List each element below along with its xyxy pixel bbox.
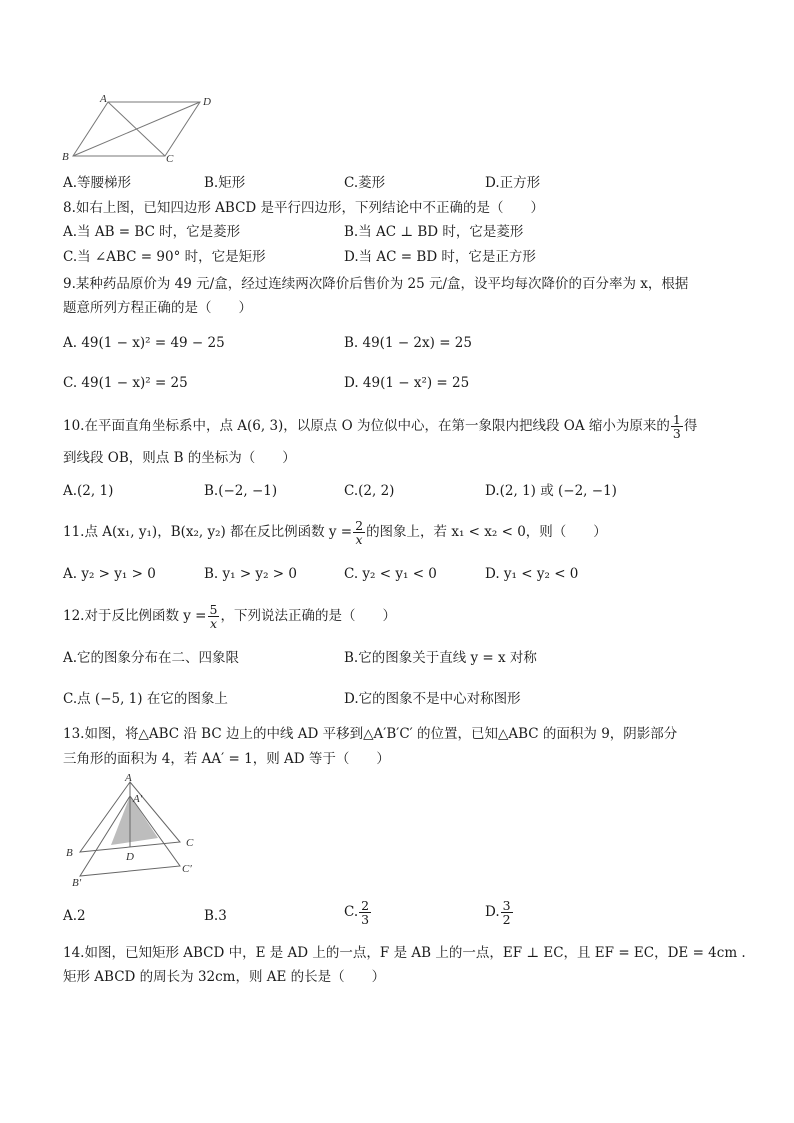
q7-option-d[interactable]: D.正方形 <box>485 175 541 191</box>
q10-frac-den: 3 <box>672 426 681 441</box>
q14-stem-line1: 14.如图，已知矩形 ABCD 中，E 是 AD 上的一点，F 是 AB 上的一点，EF ⊥ EC，且 EF = EC，DE = 4cm . <box>63 945 746 961</box>
q12-option-b[interactable]: B.它的图象关于直线 y = x 对称 <box>344 650 537 666</box>
q13-option-d[interactable] <box>485 898 514 926</box>
fig2-label-a: A <box>125 772 132 784</box>
fig2-label-b-prime: B′ <box>72 877 82 889</box>
label-b: B <box>62 151 69 163</box>
q10-stem-line1 <box>63 412 697 440</box>
q13-option-c-prefix: C. <box>344 904 359 920</box>
q10-frac-num: 1 <box>672 412 681 427</box>
q11-frac-den: x <box>355 532 363 547</box>
q12-stem-post: ，下列说法正确的是（ ） <box>220 608 396 624</box>
fig2-label-c-prime: C′ <box>182 863 192 875</box>
q7-option-a[interactable]: A.等腰梯形 <box>63 175 132 191</box>
q10-option-a[interactable]: A.(2, 1) <box>63 483 114 499</box>
q10-stem-tail: 得 <box>683 418 698 434</box>
q11-stem <box>63 518 607 546</box>
q11-frac-num: 2 <box>355 518 364 533</box>
q13-d-den: 2 <box>502 912 511 927</box>
q10-option-d[interactable]: D.(2, 1) 或 (−2, −1) <box>485 483 617 499</box>
label-a: A <box>100 93 107 105</box>
q11-option-a[interactable]: A. y₂ > y₁ > 0 <box>63 566 156 582</box>
q8-option-d[interactable]: D.当 AC = BD 时，它是正方形 <box>344 249 536 265</box>
q10-stem-text: 10.在平面直角坐标系中，点 A(6, 3)，以原点 O 为位似中心，在第一象限内把线段 OA 缩小为原来的 <box>63 418 670 434</box>
q10-option-c[interactable]: C.(2, 2) <box>344 483 395 499</box>
q13-option-d-prefix: D. <box>485 904 500 920</box>
fig2-label-c: C <box>186 837 194 849</box>
q11-stem-post: 的图象上，若 x₁ < x₂ < 0，则（ ） <box>366 524 607 540</box>
q11-stem-pre: 11.点 A(x₁, y₁)，B(x₂, y₂) 都在反比例函数 y = <box>63 524 353 540</box>
q7-option-c[interactable]: C.菱形 <box>344 175 386 191</box>
q11-fraction <box>353 519 365 546</box>
q12-frac-den: x <box>209 616 217 631</box>
q12-option-d[interactable]: D.它的图象不是中心对称图形 <box>344 691 521 707</box>
q13-option-c[interactable] <box>344 898 372 926</box>
triangle-translation-figure <box>60 772 220 890</box>
q13-stem-line1: 13.如图，将△ABC 沿 BC 边上的中线 AD 平移到△A′B′C′ 的位置，已知△ABC 的面积为 9，阴影部分 <box>63 726 678 742</box>
parallelogram-figure <box>60 90 230 170</box>
q9-option-b[interactable]: B. 49(1 − 2x) = 25 <box>344 335 472 351</box>
fig2-label-a-prime: A′ <box>133 793 143 805</box>
q8-option-b[interactable]: B.当 AC ⊥ BD 时，它是菱形 <box>344 224 524 240</box>
q9-option-a[interactable]: A. 49(1 − x)² = 49 − 25 <box>63 335 225 351</box>
q11-option-c[interactable]: C. y₂ < y₁ < 0 <box>344 566 437 582</box>
q13-option-b[interactable]: B.3 <box>204 908 227 924</box>
fig2-label-b: B <box>66 847 73 859</box>
q10-stem-line2: 到线段 OB，则点 B 的坐标为（ ） <box>63 450 296 466</box>
label-d: D <box>203 96 211 108</box>
q13-stem-line2: 三角形的面积为 4，若 AA′ = 1，则 AD 等于（ ） <box>63 751 390 767</box>
q12-option-c[interactable]: C.点 (−5, 1) 在它的图象上 <box>63 691 228 707</box>
q14-stem-line2: 矩形 ABCD 的周长为 32cm，则 AE 的长是（ ） <box>63 969 386 985</box>
q7-option-b[interactable]: B.矩形 <box>204 175 246 191</box>
q9-stem-line2: 题意所列方程正确的是（ ） <box>63 300 252 316</box>
q9-option-c[interactable]: C. 49(1 − x)² = 25 <box>63 375 188 391</box>
q13-c-num: 2 <box>361 898 370 913</box>
q11-option-d[interactable]: D. y₁ < y₂ < 0 <box>485 566 579 582</box>
q10-fraction <box>671 413 683 440</box>
q12-stem <box>63 602 396 630</box>
q12-stem-pre: 12.对于反比例函数 y = <box>63 608 207 624</box>
q12-fraction <box>208 603 220 630</box>
q9-option-d[interactable]: D. 49(1 − x²) = 25 <box>344 375 470 391</box>
q10-option-b[interactable]: B.(−2, −1) <box>204 483 278 499</box>
q8-option-c[interactable]: C.当 ∠ABC = 90° 时，它是矩形 <box>63 249 266 265</box>
q12-option-a[interactable]: A.它的图象分布在二、四象限 <box>63 650 240 666</box>
q13-option-a[interactable]: A.2 <box>63 908 86 924</box>
label-c: C <box>166 153 174 165</box>
fig2-label-d: D <box>126 851 134 863</box>
q9-stem-line1: 9.某种药品原价为 49 元/盒，经过连续两次降价后售价为 25 元/盒，设平均每次降价的百分率为 x，根据 <box>63 276 689 292</box>
q13-d-num: 3 <box>502 898 511 913</box>
q11-option-b[interactable]: B. y₁ > y₂ > 0 <box>204 566 297 582</box>
q13-option-d-fraction <box>501 899 513 926</box>
q12-frac-num: 5 <box>209 602 218 617</box>
q8-option-a[interactable]: A.当 AB = BC 时，它是菱形 <box>63 224 241 240</box>
q8-stem: 8.如右上图，已知四边形 ABCD 是平行四边形，下列结论中不正确的是（ ） <box>63 200 545 216</box>
q13-option-c-fraction <box>359 899 371 926</box>
q13-c-den: 3 <box>361 912 370 927</box>
